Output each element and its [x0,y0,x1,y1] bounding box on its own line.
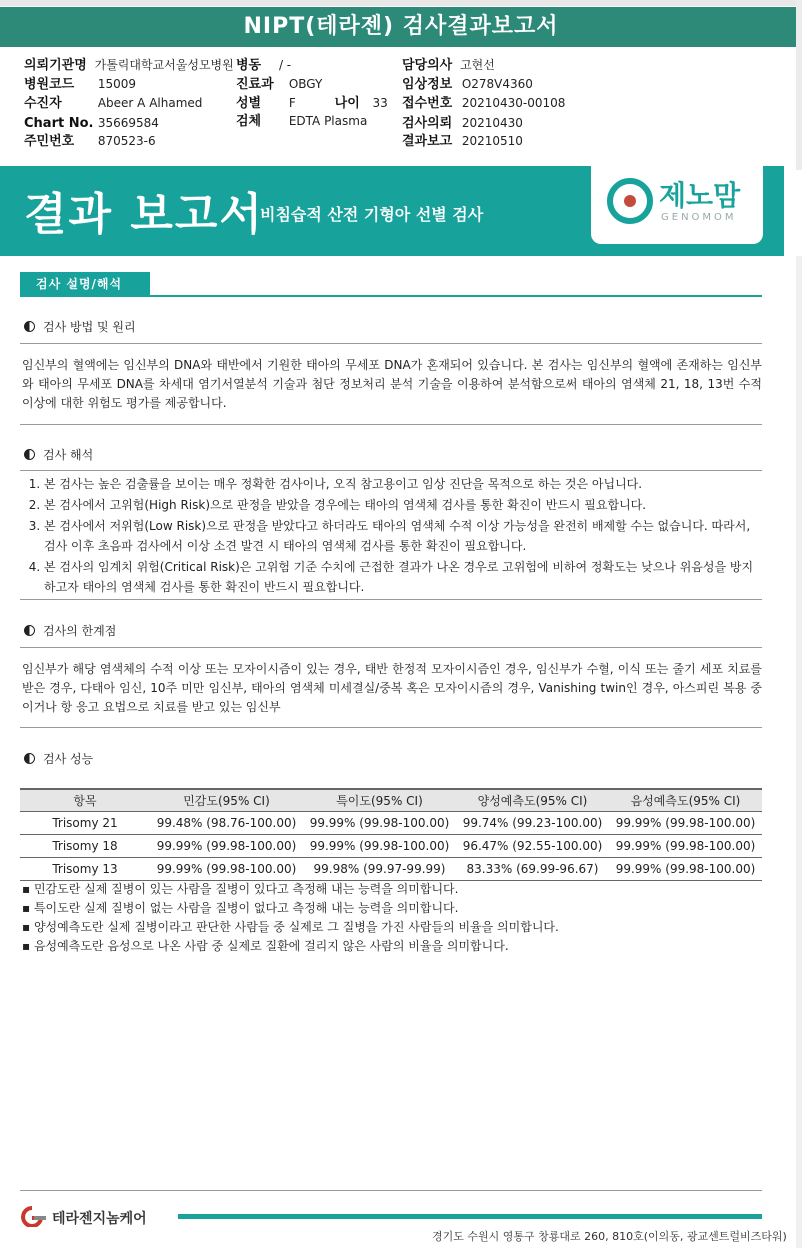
specimen-label: 검체 [236,114,262,129]
table-cell: 99.99% (99.98-100.00) [609,857,762,880]
requester-row [24,56,234,74]
performance-heading-text: 검사 성능 [43,752,94,766]
doctor-label: 담당의사 [402,58,453,73]
clinical-label: 임상정보 [402,77,453,92]
divider [20,727,762,728]
half-circle-icon [24,321,35,332]
examinee-label: 수진자 [24,96,62,111]
requester-value: 가톨릭대학교서울성모병원 [94,58,234,72]
list-item: ▪ 특이도란 실제 질병이 없는 사람을 질병이 없다고 측정해 내는 능력을 의미합니다. [22,899,762,918]
table-cell: Trisomy 18 [20,834,150,857]
interpretation-heading [24,446,93,463]
table-row [20,857,762,880]
method-text: 임신부의 혈액에는 임신부의 DNA와 태반에서 기원한 태아의 무세포 DNA가 혼재되어 있습니다. 본 검사는 임신부의 혈액에 존재하는 임신부와 태아의 무세포 DNA를 차세대 염기서열분석 기술과 첨단 정보처리 분석 기술을 이용하여 분석함으로써 태아의 염색체 21, 18, 13번 수적 이상에 대한 위험도 평가를 제공합니다. [22,358,762,410]
table-cell: 83.33% (69.99-96.67) [456,857,609,880]
table-cell: 99.74% (99.23-100.00) [456,811,609,834]
receipt-value: 20210430-00108 [461,96,566,110]
age-label: 나이 [334,96,360,111]
chart-label: Chart No. [24,116,94,131]
request-date-row [402,114,523,132]
doctor-value: 고현선 [460,58,495,72]
clinical-value: O278V4360 [461,77,533,91]
divider [20,647,762,648]
chart-row [24,114,159,132]
table-cell: 99.48% (98.76-100.00) [150,811,303,834]
dept-value: OBGY [288,77,323,91]
age-value: 33 [372,96,388,110]
table-row [20,834,762,857]
report-title: NIPT(테라젠) 검사결과보고서 [0,7,802,47]
receipt-row [402,94,565,112]
table-cell: 96.47% (92.55-100.00) [456,834,609,857]
table-cell: 99.99% (99.98-100.00) [150,834,303,857]
half-circle-icon [24,753,35,764]
list-item: 2. 본 검사에서 고위험(High Risk)으로 판정을 받았을 경우에는 태아의 염색체 검사를 통한 확진이 반드시 필요합니다. [44,495,762,515]
terragen-logo-icon [16,1205,48,1227]
clinical-row [402,75,533,93]
examinee-row [24,94,202,112]
table-cell: Trisomy 13 [20,857,150,880]
half-circle-icon [24,449,35,460]
list-item: 4. 본 검사의 임계치 위험(Critical Risk)은 고위험 기준 수치에 근접한 결과가 나온 경우로 고위험에 비하여 정확도는 낮으나 위음성을 방지하고자 태아의 염색체 검사를 통한 확진이 반드시 필요합니다. [44,557,762,597]
rrn-value: 870523-6 [97,134,156,148]
top-edge [0,0,802,6]
col-header: 항목 [20,789,150,811]
footer-address: 경기도 수원시 영통구 창룡대로 260, 810호(이의동, 광교센트럴비즈타워) [432,1230,787,1243]
interpretation-list [22,474,762,598]
sex-value: F [288,96,296,110]
table-cell: Trisomy 21 [20,811,150,834]
divider [20,424,762,425]
limits-heading [24,622,116,639]
col-header: 음성예측도(95% CI) [609,789,762,811]
sex-row [236,94,388,112]
col-header: 특이도(95% CI) [303,789,456,811]
specimen-value: EDTA Plasma [288,114,368,128]
ward-label: 병동 [236,58,262,73]
ward-value: / - [278,58,292,72]
logo-subtext: GENOMOM [661,212,737,223]
interpretation-heading-text: 검사 해석 [43,448,94,462]
footer-brand: 테라젠지놈케어 [52,1211,147,1227]
limits-text: 임신부가 해당 염색체의 수적 이상 또는 모자이시즘이 있는 경우, 태반 한정적 모자이시즘인 경우, 임신부가 수혈, 이식 또는 줄기 세포 치료를 받은 경우, 다태아 임신, 10주 미만 임신부, 태아의 염색체 미세결실/중복 혹은 모자이시즘의 경우, Vanishing twin인 경우, 아스피린 복용 중이거나 항 응고 요법으로 치료를 받고 있는 임신부 [22,662,762,714]
dept-row [236,75,322,93]
rrn-label: 주민번호 [24,134,75,149]
request-date-value: 20210430 [461,116,523,130]
section-tab: 검사 설명/해석 [20,272,150,296]
col-header: 양성예측도(95% CI) [456,789,609,811]
table-header-row [20,789,762,811]
examinee-value: Abeer A Alhamed [97,96,203,110]
table-cell: 99.99% (99.98-100.00) [609,834,762,857]
performance-heading [24,750,93,767]
banner-title: 결과 보고서 [24,189,264,240]
logo-text: 제노맘 [659,179,741,212]
table-cell: 99.99% (99.98-100.00) [303,811,456,834]
request-date-label: 검사의뢰 [402,116,453,131]
patient-info [0,52,802,162]
genomom-logo [591,166,763,244]
hospital-code-value: 15009 [97,77,137,91]
table-row [20,811,762,834]
method-heading [24,318,136,335]
col-header: 민감도(95% CI) [150,789,303,811]
hospital-code-row [24,75,136,93]
rrn-row [24,132,156,150]
section-rule [20,295,762,297]
footer-rule [20,1190,762,1191]
list-item: ▪ 음성예측도란 음성으로 나온 사람 중 실제로 질환에 걸리지 않은 사람의 비율을 의미합니다. [22,937,762,956]
list-item: ▪ 양성예측도란 실제 질병이라고 판단한 사람들 중 실제로 그 질병을 가진 사람들의 비율을 의미합니다. [22,918,762,937]
specimen-row [236,112,367,130]
doctor-row [402,56,495,74]
method-heading-text: 검사 방법 및 원리 [43,320,136,334]
performance-table [20,788,762,881]
report-date-label: 결과보고 [402,134,453,149]
divider [20,599,762,600]
footer-bar [178,1214,762,1219]
ward-row [236,56,291,74]
divider [20,343,762,344]
table-cell: 99.98% (99.97-99.99) [303,857,456,880]
right-edge-lower [796,256,802,1248]
report-date-row [402,132,523,150]
list-item: 1. 본 검사는 높은 검출률을 보이는 매우 정확한 검사이나, 오직 참고용이고 임상 진단을 목적으로 하는 것은 아닙니다. [44,474,762,494]
dept-label: 진료과 [236,77,274,92]
divider [20,470,762,471]
table-cell: 99.99% (99.98-100.00) [150,857,303,880]
half-circle-icon [24,625,35,636]
logo-mark-icon [607,178,653,224]
table-cell: 99.99% (99.98-100.00) [303,834,456,857]
chart-value: 35669584 [97,116,159,130]
limits-heading-text: 검사의 한계점 [43,624,117,638]
list-item: 3. 본 검사에서 저위험(Low Risk)으로 판정을 받았다고 하더라도 태아의 염색체 수적 이상 가능성을 완전히 배제할 수는 없습니다. 따라서, 검사 이후 초음파 검사에서 이상 소견 발견 시 태아의 염색체 검사를 통한 확진이 필요합니다. [44,516,762,556]
hospital-code-label: 병원코드 [24,77,75,92]
table-cell: 99.99% (99.98-100.00) [609,811,762,834]
receipt-label: 접수번호 [402,96,453,111]
banner-subtitle: 비침습적 산전 기형아 선별 검사 [260,205,484,224]
sex-label: 성별 [236,96,262,111]
requester-label: 의뢰기관명 [24,58,87,73]
report-date-value: 20210510 [461,134,523,148]
definitions-list [22,880,762,956]
list-item: ▪ 민감도란 실제 질병이 있는 사람을 질병이 있다고 측정해 내는 능력을 의미합니다. [22,880,762,899]
logo-dot-icon [624,195,636,207]
